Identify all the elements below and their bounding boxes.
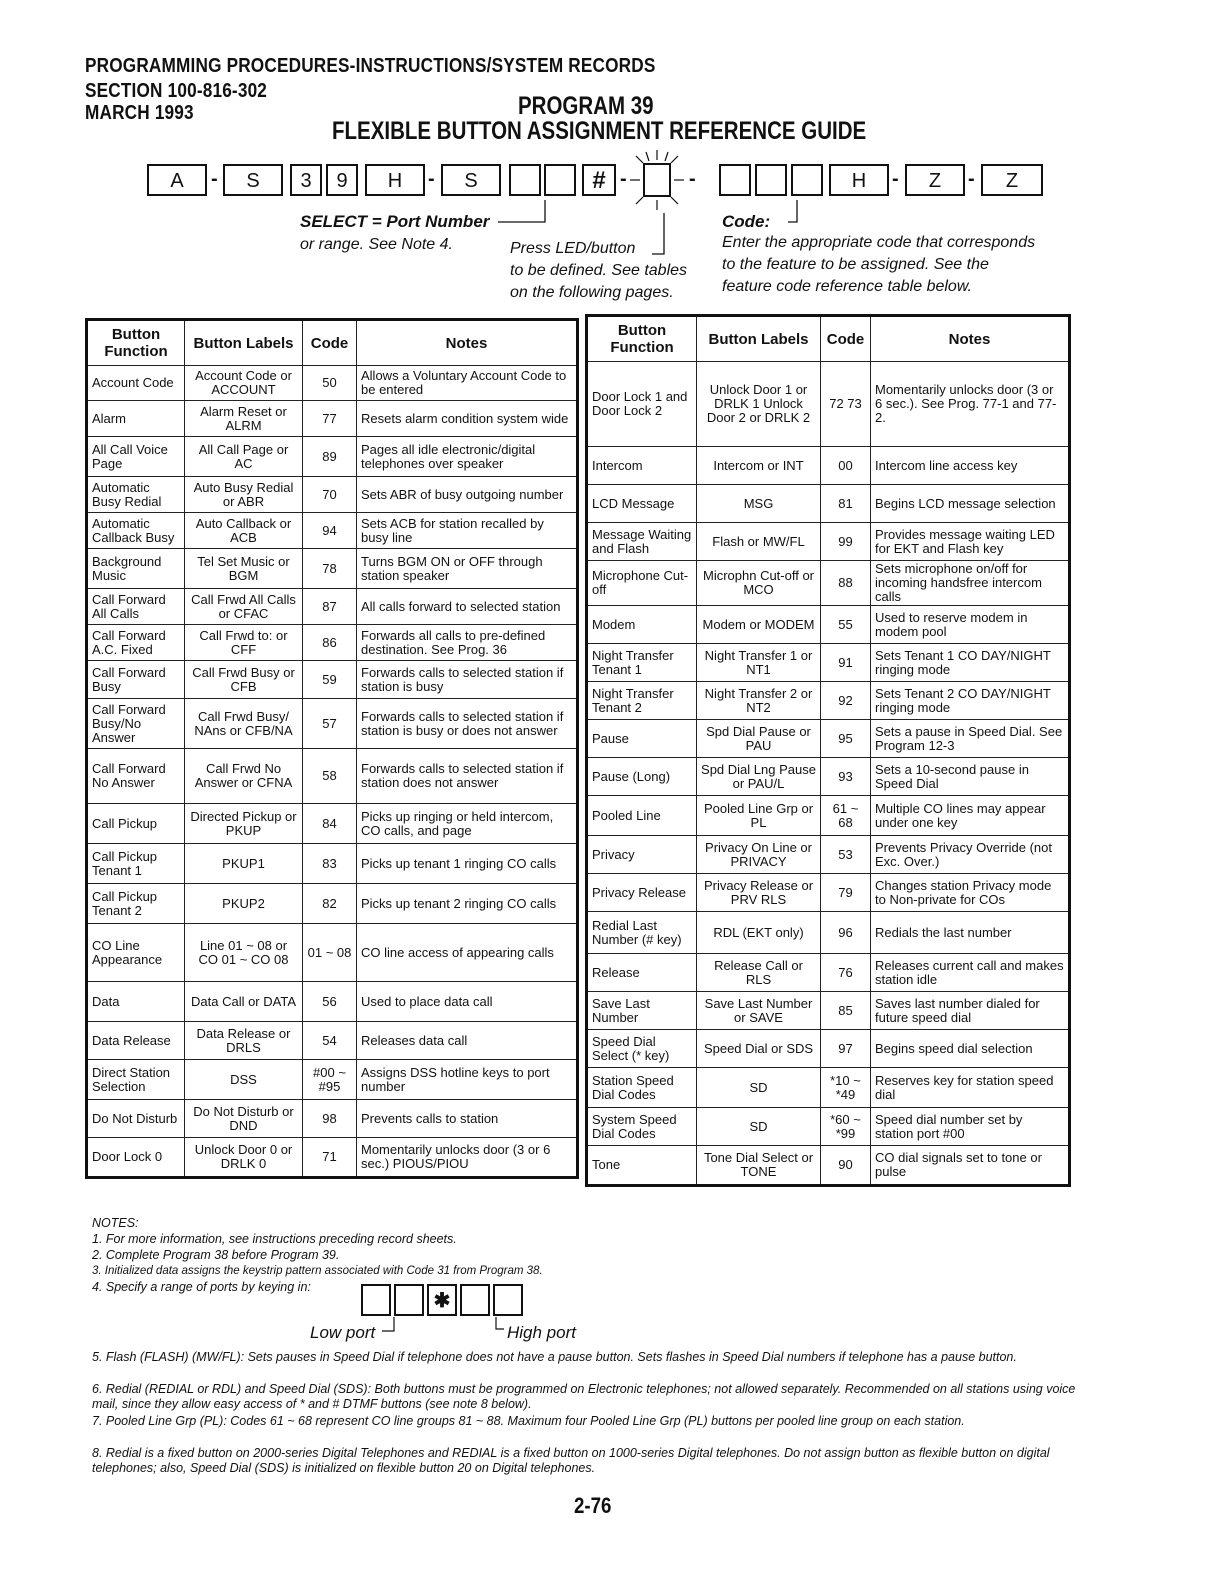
select-label: SELECT = Port Number	[300, 212, 490, 231]
code-cell: 87	[303, 589, 357, 625]
code-cell: 79	[821, 874, 871, 912]
table-row	[87, 1022, 578, 1060]
notes-cell: Sets microphone on/off for incoming handsfree intercom calls	[871, 561, 1070, 606]
seq-box: H	[829, 164, 889, 196]
code-cell: 98	[303, 1100, 357, 1138]
button-labels-cell: Auto Busy Redial or ABR	[185, 477, 303, 513]
button-labels-cell: Tel Set Music or BGM	[185, 549, 303, 589]
button-function-cell: Speed Dial Select (* key)	[587, 1030, 697, 1068]
seq-dash: -	[968, 168, 975, 190]
notes-cell: Picks up tenant 2 ringing CO calls	[357, 884, 578, 924]
button-function-cell: Call Forward All Calls	[87, 589, 185, 625]
button-labels-cell: Spd Dial Lng Pause or PAU/L	[697, 758, 821, 796]
seq-box: H	[365, 164, 425, 196]
port-range-box	[493, 1284, 523, 1316]
table-row	[87, 982, 578, 1022]
code-cell: 95	[821, 720, 871, 758]
table-row	[87, 804, 578, 844]
button-labels-cell: Microphn Cut-off or MCO	[697, 561, 821, 606]
code-cell: 58	[303, 749, 357, 804]
button-labels-cell: Unlock Door 0 or DRLK 0	[185, 1138, 303, 1178]
notes-cell: Prevents calls to station	[357, 1100, 578, 1138]
header-line-1: PROGRAMMING PROCEDURES-INSTRUCTIONS/SYSTEM RECORDS	[85, 55, 656, 77]
code-label: Code:	[722, 212, 771, 231]
button-function-cell: Station Speed Dial Codes	[587, 1068, 697, 1108]
button-labels-cell: Privacy On Line or PRIVACY	[697, 836, 821, 874]
button-function-cell: CO Line Appearance	[87, 924, 185, 982]
code-cell: 83	[303, 844, 357, 884]
seq-box: 9	[326, 164, 358, 196]
seq-box: Z	[905, 164, 965, 196]
button-function-cell: Tone	[587, 1146, 697, 1186]
button-labels-cell: Modem or MODEM	[697, 606, 821, 644]
notes-cell: Reserves key for station speed dial	[871, 1068, 1070, 1108]
button-labels-cell: Account Code or ACCOUNT	[185, 366, 303, 401]
low-port-label: Low port	[310, 1323, 376, 1342]
notes-cell: Allows a Voluntary Account Code to be entered	[357, 366, 578, 401]
button-function-cell: Call Pickup Tenant 2	[87, 884, 185, 924]
code-cell: 81	[821, 485, 871, 523]
press-note-3: on the following pages.	[510, 284, 674, 301]
code-cell: 55	[821, 606, 871, 644]
port-range-box	[394, 1284, 424, 1316]
code-cell: 61 ~ 68	[821, 796, 871, 836]
hash-key: #	[582, 164, 616, 196]
table-header-row	[587, 316, 1070, 362]
notes-cell: Provides message waiting LED for EKT and Flash key	[871, 523, 1070, 561]
notes-cell: Sets ABR of busy outgoing number	[357, 477, 578, 513]
table-row	[87, 924, 578, 982]
seq-box: A	[147, 164, 207, 196]
seq-dash: -	[689, 168, 696, 190]
table-row	[587, 682, 1070, 720]
header-function: Button Function	[587, 316, 697, 362]
note-4: 4. Specify a range of ports by keying in:	[92, 1280, 311, 1294]
star-key: ✱	[427, 1284, 457, 1316]
button-labels-cell: DSS	[185, 1060, 303, 1100]
note-1: 1. For more information, see instructions preceding record sheets.	[92, 1232, 457, 1246]
table-row	[87, 437, 578, 477]
header-code: Code	[821, 316, 871, 362]
section-number: SECTION 100-816-302	[85, 80, 268, 102]
button-labels-cell: SD	[697, 1068, 821, 1108]
button-function-cell: Call Pickup Tenant 1	[87, 844, 185, 884]
code-cell: 99	[821, 523, 871, 561]
code-cell: 70	[303, 477, 357, 513]
table-row	[587, 447, 1070, 485]
header-notes: Notes	[871, 316, 1070, 362]
note-5: 5. Flash (FLASH) (MW/FL): Sets pauses in Speed Dial if telephone does not have a pause button. Sets flashes in Speed Dial numbers if telephone has a pause button.	[92, 1350, 1017, 1364]
table-row	[87, 749, 578, 804]
code-cell: 91	[821, 644, 871, 682]
button-labels-cell: Alarm Reset or ALRM	[185, 401, 303, 437]
notes-cell: Sets a pause in Speed Dial. See Program 12-3	[871, 720, 1070, 758]
notes-cell: Forwards all calls to pre-defined destination. See Prog. 36	[357, 625, 578, 661]
code-cell: *10 ~ *49	[821, 1068, 871, 1108]
code-cell: 53	[821, 836, 871, 874]
code-cell: 85	[821, 992, 871, 1030]
notes-cell: Speed dial number set by station port #00	[871, 1108, 1070, 1146]
seq-dash: -	[211, 168, 218, 190]
button-function-cell: Direct Station Selection	[87, 1060, 185, 1100]
button-labels-cell: Flash or MW/FL	[697, 523, 821, 561]
code-cell: 89	[303, 437, 357, 477]
notes-cell: Used to reserve modem in modem pool	[871, 606, 1070, 644]
notes-cell: Saves last number dialed for future speed dial	[871, 992, 1070, 1030]
button-function-cell: Door Lock 1 and Door Lock 2	[587, 362, 697, 447]
button-function-cell: Release	[587, 954, 697, 992]
button-function-cell: Save Last Number	[587, 992, 697, 1030]
notes-cell: Forwards calls to selected station if station does not answer	[357, 749, 578, 804]
button-function-cell: All Call Voice Page	[87, 437, 185, 477]
notes-cell: Multiple CO lines may appear under one key	[871, 796, 1070, 836]
table-row	[87, 401, 578, 437]
note-8: 8. Redial is a fixed button on 2000-series Digital Telephones and REDIAL is a fixed button on 1000-series Digital telephones. Do not assign button as flexible button on digital telephones; also, Speed Dial (SDS) is initialized on flexible button 20 on Digital telephones.	[92, 1446, 1050, 1475]
button-labels-cell: Auto Callback or ACB	[185, 513, 303, 549]
table-header-row	[87, 320, 578, 366]
notes-cell: Sets Tenant 1 CO DAY/NIGHT ringing mode	[871, 644, 1070, 682]
button-labels-cell: Release Call or RLS	[697, 954, 821, 992]
notes-cell: Redials the last number	[871, 912, 1070, 954]
code-cell: 90	[821, 1146, 871, 1186]
seq-box: Z	[981, 164, 1043, 196]
button-labels-cell: Privacy Release or PRV RLS	[697, 874, 821, 912]
notes-cell: Resets alarm condition system wide	[357, 401, 578, 437]
notes-cell: Used to place data call	[357, 982, 578, 1022]
button-function-cell: Microphone Cut-off	[587, 561, 697, 606]
port-range-box	[460, 1284, 490, 1316]
button-function-cell: Call Pickup	[87, 804, 185, 844]
press-note-2: to be defined. See tables	[510, 262, 688, 279]
button-labels-cell: SD	[697, 1108, 821, 1146]
code-cell: 76	[821, 954, 871, 992]
code-cell: 54	[303, 1022, 357, 1060]
guide-title: FLEXIBLE BUTTON ASSIGNMENT REFERENCE GUIDE	[332, 117, 867, 145]
code-note-1: Enter the appropriate code that corresponds	[722, 234, 1036, 251]
button-function-cell: Alarm	[87, 401, 185, 437]
header-labels: Button Labels	[697, 316, 821, 362]
seq-dash: -	[892, 168, 899, 190]
button-labels-cell: Unlock Door 1 or DRLK 1 Unlock Door 2 or DRLK 2	[697, 362, 821, 447]
left-reference-table	[85, 318, 579, 1179]
table-row	[587, 1068, 1070, 1108]
notes-cell: Forwards calls to selected station if station is busy or does not answer	[357, 699, 578, 749]
table-row	[587, 561, 1070, 606]
button-function-cell: System Speed Dial Codes	[587, 1108, 697, 1146]
header-function: Button Function	[87, 320, 185, 366]
table-row	[587, 1108, 1070, 1146]
button-function-cell: Automatic Callback Busy	[87, 513, 185, 549]
button-function-cell: Modem	[587, 606, 697, 644]
button-function-cell: Intercom	[587, 447, 697, 485]
code-cell: #00 ~ #95	[303, 1060, 357, 1100]
seq-box: S	[441, 164, 501, 196]
button-labels-cell: PKUP2	[185, 884, 303, 924]
code-cell: 77	[303, 401, 357, 437]
notes-cell: Begins LCD message selection	[871, 485, 1070, 523]
notes-cell: Forwards calls to selected station if station is busy	[357, 661, 578, 699]
header-notes: Notes	[357, 320, 578, 366]
button-function-cell: Pause (Long)	[587, 758, 697, 796]
table-row	[587, 1030, 1070, 1068]
code-cell: 93	[821, 758, 871, 796]
seq-box: S	[223, 164, 283, 196]
notes-cell: Begins speed dial selection	[871, 1030, 1070, 1068]
button-labels-cell: Do Not Disturb or DND	[185, 1100, 303, 1138]
notes-cell: CO dial signals set to tone or pulse	[871, 1146, 1070, 1186]
code-note-2: to the feature to be assigned. See the	[722, 256, 989, 273]
table-row	[87, 366, 578, 401]
notes-cell: Assigns DSS hotline keys to port number	[357, 1060, 578, 1100]
table-row	[587, 954, 1070, 992]
button-labels-cell: Pooled Line Grp or PL	[697, 796, 821, 836]
button-labels-cell: Call Frwd Busy or CFB	[185, 661, 303, 699]
note-3: 3. Initialized data assigns the keystrip pattern associated with Code 31 from Program 38.	[92, 1265, 543, 1277]
code-cell: 59	[303, 661, 357, 699]
notes-cell: Sets ACB for station recalled by busy line	[357, 513, 578, 549]
right-reference-table	[585, 314, 1071, 1187]
button-labels-cell: Call Frwd Busy/ NAns or CFB/NA	[185, 699, 303, 749]
code-cell: 00	[821, 447, 871, 485]
code-cell: 56	[303, 982, 357, 1022]
code-cell: 71	[303, 1138, 357, 1178]
button-labels-cell: Spd Dial Pause or PAU	[697, 720, 821, 758]
table-row	[587, 1146, 1070, 1186]
button-labels-cell: RDL (EKT only)	[697, 912, 821, 954]
page-number: 2-76	[574, 1493, 612, 1518]
button-function-cell: Do Not Disturb	[87, 1100, 185, 1138]
seq-dash: -	[428, 168, 435, 190]
code-cell: 86	[303, 625, 357, 661]
notes-cell: Releases data call	[357, 1022, 578, 1060]
header-labels: Button Labels	[185, 320, 303, 366]
notes-cell: Momentarily unlocks door (3 or 6 sec.) PIOUS/PIOU	[357, 1138, 578, 1178]
button-function-cell: Door Lock 0	[87, 1138, 185, 1178]
note-6: 6. Redial (REDIAL or RDL) and Speed Dial (SDS): Both buttons must be programmed on Electronic telephones; not allowed separately. Recommended on all stations using voice mail, since they allow easy access of * and # DTMF buttons (see note 8 below).	[92, 1382, 1076, 1411]
table-row	[587, 992, 1070, 1030]
button-function-cell: Pause	[587, 720, 697, 758]
table-row	[587, 606, 1070, 644]
button-labels-cell: Data Release or DRLS	[185, 1022, 303, 1060]
button-function-cell: Call Forward Busy/No Answer	[87, 699, 185, 749]
notes-heading: NOTES:	[92, 1216, 139, 1230]
button-labels-cell: Call Frwd All Calls or CFAC	[185, 589, 303, 625]
code-cell: 57	[303, 699, 357, 749]
button-labels-cell: All Call Page or AC	[185, 437, 303, 477]
button-labels-cell: Save Last Number or SAVE	[697, 992, 821, 1030]
note-2: 2. Complete Program 38 before Program 39.	[92, 1248, 340, 1262]
button-function-cell: Call Forward A.C. Fixed	[87, 625, 185, 661]
table-row	[87, 884, 578, 924]
button-labels-cell: Night Transfer 1 or NT1	[697, 644, 821, 682]
code-cell: *60 ~ *99	[821, 1108, 871, 1146]
button-function-cell: Privacy	[587, 836, 697, 874]
code-note-3: feature code reference table below.	[722, 278, 972, 295]
button-function-cell: Background Music	[87, 549, 185, 589]
button-labels-cell: PKUP1	[185, 844, 303, 884]
button-function-cell: Call Forward Busy	[87, 661, 185, 699]
press-note-1: Press LED/button	[510, 240, 636, 257]
button-function-cell: Data Release	[87, 1022, 185, 1060]
table-row	[587, 874, 1070, 912]
table-row	[87, 589, 578, 625]
program-title: PROGRAM 39	[518, 92, 654, 120]
table-row	[87, 1138, 578, 1178]
note-7: 7. Pooled Line Grp (PL): Codes 61 ~ 68 represent CO line groups 81 ~ 88. Maximum four Pooled Line Grp (PL) buttons per pooled line group on each station.	[92, 1414, 965, 1428]
notes-cell: Sets a 10-second pause in Speed Dial	[871, 758, 1070, 796]
seq-dash: -	[620, 168, 627, 190]
table-row	[87, 699, 578, 749]
button-labels-cell: Speed Dial or SDS	[697, 1030, 821, 1068]
high-port-label: High port	[507, 1323, 576, 1342]
table-row	[587, 758, 1070, 796]
button-labels-cell: Data Call or DATA	[185, 982, 303, 1022]
notes-cell: Releases current call and makes station idle	[871, 954, 1070, 992]
table-row	[87, 844, 578, 884]
notes-cell: All calls forward to selected station	[357, 589, 578, 625]
table-row	[587, 523, 1070, 561]
table-row	[87, 661, 578, 699]
table-row	[587, 644, 1070, 682]
code-cell: 50	[303, 366, 357, 401]
code-cell: 72 73	[821, 362, 871, 447]
table-row	[87, 477, 578, 513]
notes-cell: Picks up ringing or held intercom, CO calls, and page	[357, 804, 578, 844]
button-labels-cell: Tone Dial Select or TONE	[697, 1146, 821, 1186]
code-cell: 78	[303, 549, 357, 589]
button-labels-cell: Night Transfer 2 or NT2	[697, 682, 821, 720]
table-row	[87, 513, 578, 549]
code-cell: 84	[303, 804, 357, 844]
code-cell: 01 ~ 08	[303, 924, 357, 982]
button-function-cell: Message Waiting and Flash	[587, 523, 697, 561]
select-note: or range. See Note 4.	[300, 236, 453, 253]
button-labels-cell: Directed Pickup or PKUP	[185, 804, 303, 844]
notes-cell: Prevents Privacy Override (not Exc. Over.)	[871, 836, 1070, 874]
code-cell: 88	[821, 561, 871, 606]
notes-cell: CO line access of appearing calls	[357, 924, 578, 982]
seq-box: 3	[290, 164, 322, 196]
button-function-cell: Data	[87, 982, 185, 1022]
button-function-cell: Pooled Line	[587, 796, 697, 836]
table-row	[587, 485, 1070, 523]
table-row	[587, 836, 1070, 874]
table-row	[587, 912, 1070, 954]
header-code: Code	[303, 320, 357, 366]
port-range-box	[361, 1284, 391, 1316]
table-row	[587, 720, 1070, 758]
notes-cell: Picks up tenant 1 ringing CO calls	[357, 844, 578, 884]
table-row	[587, 362, 1070, 447]
button-labels-cell: MSG	[697, 485, 821, 523]
button-function-cell: Automatic Busy Redial	[87, 477, 185, 513]
notes-cell: Changes station Privacy mode to Non-private for COs	[871, 874, 1070, 912]
button-function-cell: Night Transfer Tenant 1	[587, 644, 697, 682]
button-labels-cell: Line 01 ~ 08 or CO 01 ~ CO 08	[185, 924, 303, 982]
table-row	[87, 1100, 578, 1138]
notes-cell: Momentarily unlocks door (3 or 6 sec.). See Prog. 77-1 and 77-2.	[871, 362, 1070, 447]
table-row	[587, 796, 1070, 836]
button-function-cell: Call Forward No Answer	[87, 749, 185, 804]
code-cell: 94	[303, 513, 357, 549]
notes-cell: Pages all idle electronic/digital telephones over speaker	[357, 437, 578, 477]
button-function-cell: Redial Last Number (# key)	[587, 912, 697, 954]
notes-cell: Turns BGM ON or OFF through station speaker	[357, 549, 578, 589]
port-range-connectors	[380, 1315, 510, 1335]
code-cell: 96	[821, 912, 871, 954]
button-function-cell: Privacy Release	[587, 874, 697, 912]
button-labels-cell: Call Frwd to: or CFF	[185, 625, 303, 661]
notes-cell: Sets Tenant 2 CO DAY/NIGHT ringing mode	[871, 682, 1070, 720]
table-row	[87, 1060, 578, 1100]
button-labels-cell: Call Frwd No Answer or CFNA	[185, 749, 303, 804]
notes-cell: Intercom line access key	[871, 447, 1070, 485]
button-function-cell: Account Code	[87, 366, 185, 401]
table-row	[87, 549, 578, 589]
code-cell: 82	[303, 884, 357, 924]
button-function-cell: Night Transfer Tenant 2	[587, 682, 697, 720]
button-labels-cell: Intercom or INT	[697, 447, 821, 485]
code-cell: 92	[821, 682, 871, 720]
button-function-cell: LCD Message	[587, 485, 697, 523]
section-date: MARCH 1993	[85, 102, 194, 124]
table-row	[87, 625, 578, 661]
code-cell: 97	[821, 1030, 871, 1068]
